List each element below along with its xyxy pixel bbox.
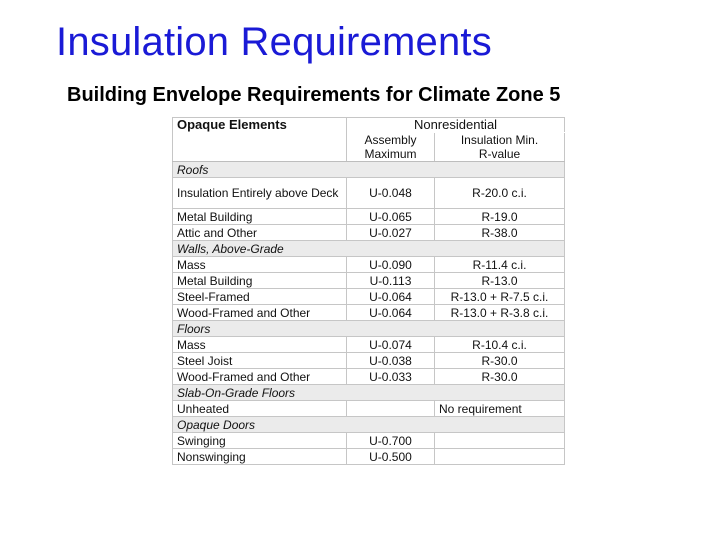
- element-label: Insulation Entirely above Deck: [173, 178, 347, 209]
- slide-subtitle: Building Envelope Requirements for Climate Zone 5: [67, 84, 561, 106]
- header-assembly-maximum: [347, 133, 435, 162]
- insulation-min-value: R-19.0: [435, 209, 565, 225]
- assembly-max-value: U-0.033: [347, 369, 435, 385]
- header-assembly-line1: Assembly: [364, 133, 417, 147]
- element-label: Steel-Framed: [173, 289, 347, 305]
- header-opaque-elements: Opaque Elements: [173, 118, 347, 162]
- insulation-min-value: R-20.0 c.i.: [435, 178, 565, 209]
- section-label: Opaque Doors: [173, 417, 565, 433]
- assembly-max-value: U-0.065: [347, 209, 435, 225]
- section-label: Roofs: [173, 162, 565, 178]
- table-body: [173, 118, 565, 465]
- section-row: [173, 241, 565, 257]
- section-row: [173, 385, 565, 401]
- table-row: [173, 369, 565, 385]
- table-row: [173, 305, 565, 321]
- insulation-min-value: R-10.4 c.i.: [435, 337, 565, 353]
- element-label: Metal Building: [173, 209, 347, 225]
- insulation-min-value: R-13.0 + R-7.5 c.i.: [435, 289, 565, 305]
- assembly-max-value: U-0.064: [347, 305, 435, 321]
- element-label: Unheated: [173, 401, 347, 417]
- element-label: Metal Building: [173, 273, 347, 289]
- slide-title: Insulation Requirements: [56, 20, 492, 64]
- header-insulation-min: [435, 133, 565, 162]
- insulation-min-value: R-11.4 c.i.: [435, 257, 565, 273]
- assembly-max-value: [347, 401, 435, 417]
- element-label: Wood-Framed and Other: [173, 305, 347, 321]
- element-label: Mass: [173, 257, 347, 273]
- header-insulation-line2: R-value: [478, 147, 521, 161]
- element-label: Steel Joist: [173, 353, 347, 369]
- assembly-max-value: U-0.090: [347, 257, 435, 273]
- section-row: [173, 417, 565, 433]
- insulation-min-value: R-13.0: [435, 273, 565, 289]
- element-label: Attic and Other: [173, 225, 347, 241]
- table-row: [173, 353, 565, 369]
- assembly-max-value: U-0.700: [347, 433, 435, 449]
- assembly-max-value: U-0.113: [347, 273, 435, 289]
- insulation-min-value: R-30.0: [435, 353, 565, 369]
- table-row: [173, 289, 565, 305]
- insulation-min-value: [435, 449, 565, 465]
- table-row: [173, 433, 565, 449]
- table-row: [173, 257, 565, 273]
- element-label: Nonswinging: [173, 449, 347, 465]
- insulation-min-value: R-30.0: [435, 369, 565, 385]
- insulation-min-value: No requirement: [435, 401, 565, 417]
- assembly-max-value: U-0.064: [347, 289, 435, 305]
- table-row: [173, 337, 565, 353]
- section-row: [173, 321, 565, 337]
- insulation-min-value: R-38.0: [435, 225, 565, 241]
- table-row: [173, 449, 565, 465]
- assembly-max-value: U-0.048: [347, 178, 435, 209]
- assembly-max-value: U-0.038: [347, 353, 435, 369]
- section-label: Floors: [173, 321, 565, 337]
- header-row-top: [173, 118, 565, 133]
- table-row: [173, 209, 565, 225]
- envelope-requirements-table: [172, 117, 565, 465]
- table-row: [173, 225, 565, 241]
- assembly-max-value: U-0.074: [347, 337, 435, 353]
- header-assembly-line2: Maximum: [364, 147, 417, 161]
- table-row: [173, 401, 565, 417]
- section-label: Walls, Above-Grade: [173, 241, 565, 257]
- element-label: Mass: [173, 337, 347, 353]
- section-label: Slab-On-Grade Floors: [173, 385, 565, 401]
- element-label: Wood-Framed and Other: [173, 369, 347, 385]
- header-nonresidential: Nonresidential: [347, 118, 565, 133]
- header-insulation-line1: Insulation Min.: [460, 133, 539, 147]
- insulation-min-value: R-13.0 + R-3.8 c.i.: [435, 305, 565, 321]
- assembly-max-value: U-0.027: [347, 225, 435, 241]
- table-row: [173, 178, 565, 209]
- table-row: [173, 273, 565, 289]
- section-row: [173, 162, 565, 178]
- assembly-max-value: U-0.500: [347, 449, 435, 465]
- insulation-min-value: [435, 433, 565, 449]
- element-label: Swinging: [173, 433, 347, 449]
